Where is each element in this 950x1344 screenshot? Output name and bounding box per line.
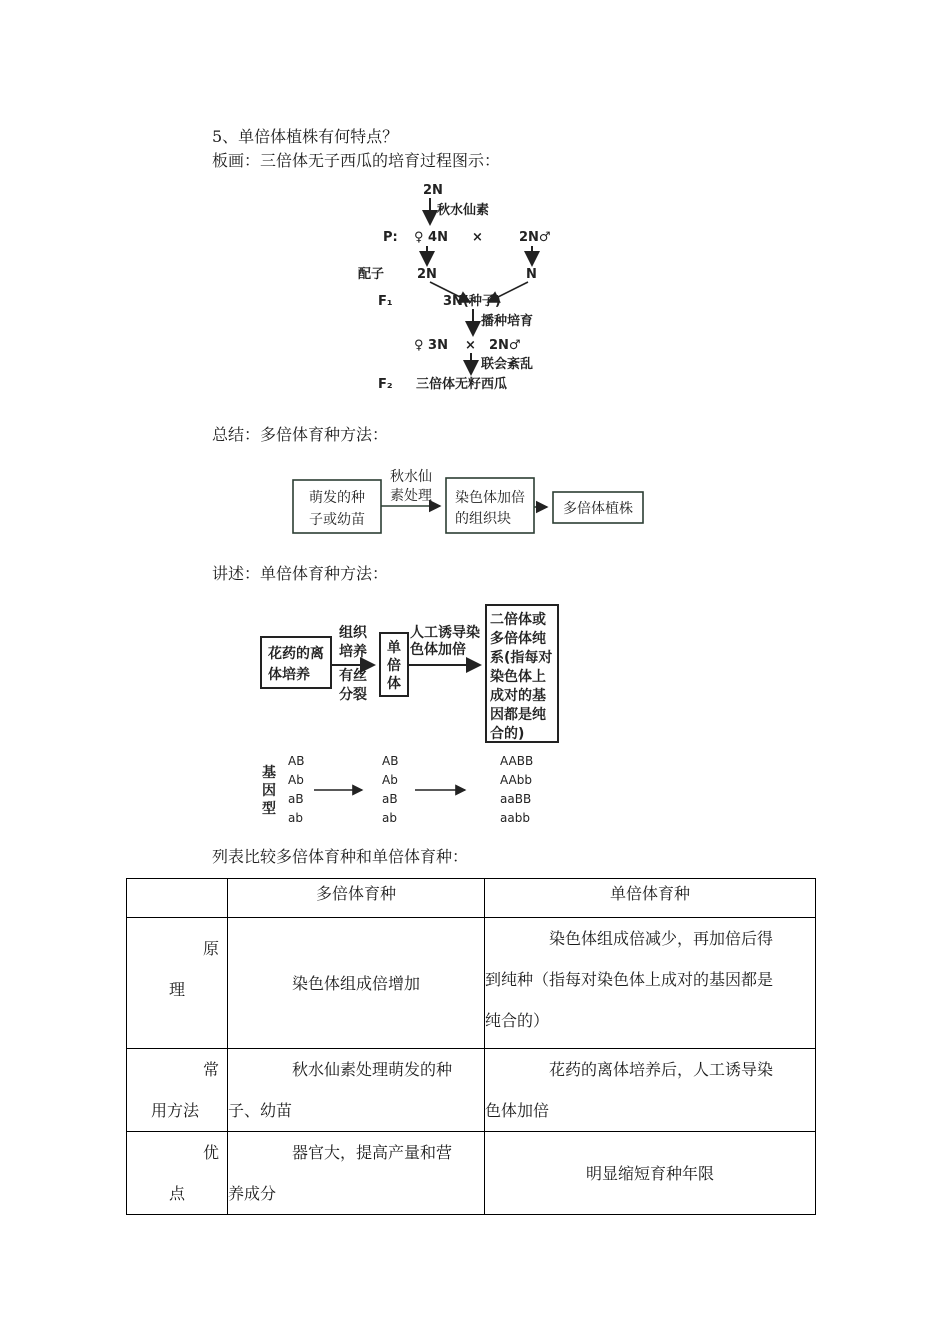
- d3-box2-char1: 单: [387, 640, 401, 656]
- d2-box2-line2: 的组织块: [455, 511, 511, 527]
- d3-below1-line1: 有丝: [339, 668, 367, 684]
- d3-box3-line7: 合的): [490, 726, 525, 742]
- d2-box1-line2: 子或幼苗: [309, 512, 365, 528]
- d1-gamete-2n: 2N: [417, 267, 437, 282]
- d3-col2-0: AB: [382, 754, 399, 768]
- d3-box3-line4: 染色体上: [490, 669, 546, 685]
- d3-box3-line2: 多倍体纯: [490, 631, 546, 647]
- d2-box1-line1: 萌发的种: [309, 490, 365, 506]
- d1-f1-label: F₁: [378, 294, 393, 309]
- d1-female-4n: ♀ 4N: [414, 230, 448, 245]
- row1-haploid-b: 到纯种（指每对染色体上成对的基因都是: [485, 970, 774, 989]
- d1-colchicine-label: 秋水仙素: [437, 203, 490, 218]
- d3-genotype-char3: 型: [262, 801, 276, 817]
- d1-top-2n: 2N: [423, 183, 443, 198]
- d1-p-label: P:: [383, 230, 398, 245]
- d3-col3-3: aabb: [500, 811, 530, 825]
- d3-above2-line2: 色体加倍: [410, 642, 466, 658]
- d3-below1-line2: 分裂: [339, 687, 367, 703]
- d3-col2-2: aB: [382, 792, 398, 806]
- row1-label-a: 原: [202, 939, 219, 958]
- d3-genotype-char1: 基: [262, 765, 276, 781]
- d3-box2-char3: 体: [387, 676, 401, 692]
- board-drawing-caption: 板画：三倍体无子西瓜的培育过程图示：: [212, 151, 501, 170]
- table-row-advantage: [127, 1132, 816, 1215]
- row2-haploid-b: 色体加倍: [485, 1101, 550, 1120]
- d3-box2-char2: 倍: [387, 658, 401, 674]
- d3-col3-0: AABB: [500, 754, 534, 768]
- d1-cross-2: ×: [465, 338, 476, 353]
- d3-above2-line1: 人工诱导染: [410, 625, 480, 641]
- row1-haploid-c: 纯合的）: [485, 1011, 550, 1030]
- d3-col1-0: AB: [288, 754, 305, 768]
- d3-box3-line6: 因都是纯: [490, 707, 546, 723]
- d1-result: 三倍体无籽西瓜: [416, 377, 508, 392]
- d1-female-3n: ♀ 3N: [414, 338, 448, 353]
- d2-arrow-line1: 秋水仙: [390, 469, 432, 485]
- row1-polyploid: 染色体组成倍增加: [228, 918, 485, 1049]
- summary-caption: 总结：多倍体育种方法：: [212, 425, 389, 444]
- d3-col3-2: aaBB: [500, 792, 532, 806]
- row2-label-a: 常: [202, 1060, 219, 1079]
- d3-col1-3: ab: [288, 811, 303, 825]
- table-row-method: [127, 1049, 816, 1132]
- d3-box3-line1: 二倍体或: [490, 612, 546, 628]
- d3-col1-1: Ab: [288, 773, 304, 787]
- d2-box3: 多倍体植株: [563, 501, 633, 517]
- d2-box2-line1: 染色体加倍: [455, 490, 525, 506]
- row3-haploid: 明显缩短育种年限: [485, 1132, 816, 1215]
- row2-polyploid-b: 子、幼苗: [228, 1101, 293, 1120]
- d3-box1-line2: 体培养: [268, 667, 310, 683]
- comparison-table: [126, 878, 816, 1215]
- d3-col2-3: ab: [382, 811, 397, 825]
- d1-male-2n: 2N♂: [519, 230, 551, 245]
- d3-col3-1: AAbb: [500, 773, 532, 787]
- header-empty: [127, 879, 228, 918]
- row3-polyploid-b: 养成分: [228, 1184, 277, 1203]
- question-5: 5、单倍体植株有何特点？: [212, 127, 399, 146]
- row1-haploid-a: 染色体组成倍减少，再加倍后得: [549, 929, 774, 948]
- d3-box3-line3: 系(指每对: [490, 650, 553, 666]
- d1-male-2n-b: 2N♂: [489, 338, 521, 353]
- d3-above1-line1: 组织: [339, 625, 367, 641]
- d3-box3-line5: 成对的基: [490, 688, 546, 704]
- d1-cross: ×: [472, 230, 483, 245]
- row2-haploid-a: 花药的离体培养后，人工诱导染: [549, 1060, 774, 1079]
- row3-label-b: 点: [169, 1184, 186, 1203]
- d1-sow-label: 播种培育: [481, 314, 534, 329]
- table-intro: 列表比较多倍体育种和单倍体育种：: [212, 847, 469, 866]
- d3-col1-2: aB: [288, 792, 304, 806]
- row2-label-b: 用方法: [151, 1101, 200, 1120]
- d1-gamete-label: 配子: [358, 267, 385, 282]
- lecture-caption: 讲述：单倍体育种方法：: [212, 564, 389, 583]
- table-row-principle: [127, 918, 816, 1049]
- d1-seed: 3N(种子): [443, 294, 501, 309]
- row3-label-a: 优: [202, 1143, 219, 1162]
- d1-synapsis-chaos: 联会紊乱: [481, 357, 534, 372]
- header-polyploid: 多倍体育种: [228, 879, 485, 918]
- d3-above1-line2: 培养: [339, 644, 367, 660]
- d3-genotype-char2: 因: [262, 783, 276, 799]
- d1-f2-label: F₂: [378, 377, 393, 392]
- row3-polyploid-a: 器官大，提高产量和营: [292, 1143, 453, 1162]
- table-header-row: [127, 879, 816, 918]
- d3-col2-1: Ab: [382, 773, 398, 787]
- header-haploid: 单倍体育种: [485, 879, 816, 918]
- row2-polyploid-a: 秋水仙素处理萌发的种: [292, 1060, 453, 1079]
- d2-arrow-line2: 素处理: [390, 488, 432, 504]
- d1-gamete-n: N: [526, 267, 537, 282]
- row1-label-b: 理: [169, 980, 186, 999]
- d3-box1-line1: 花药的离: [268, 646, 324, 662]
